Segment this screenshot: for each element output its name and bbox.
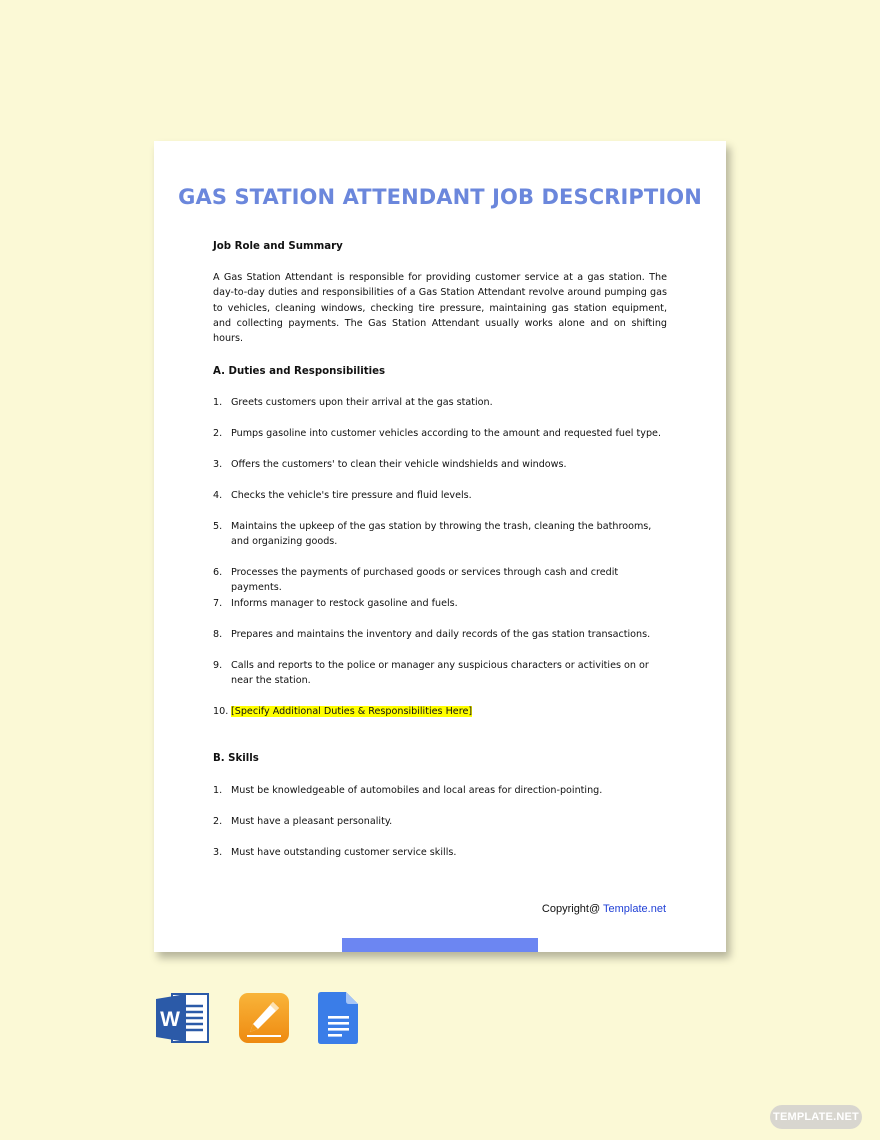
list-text: Calls and reports to the police or manager any suspicious characters or activities on or near the station. (231, 660, 649, 687)
list-text: Must have outstanding customer service skills. (231, 847, 457, 858)
list-number: 1. (213, 785, 223, 796)
list-number: 2. (213, 428, 223, 439)
list-text: Maintains the upkeep of the gas station by throwing the trash, cleaning the bathrooms, and organizing goods. (231, 521, 652, 548)
list-number: 5. (213, 521, 223, 532)
list-number: 3. (213, 459, 223, 470)
word-icon-letter: W (160, 1008, 180, 1031)
copyright-line (542, 903, 666, 915)
list-item (213, 395, 667, 410)
google-docs-icon[interactable] (318, 992, 360, 1044)
list-item (213, 426, 667, 441)
list-item (213, 814, 667, 829)
list-text: Pumps gasoline into customer vehicles according to the amount and requested fuel type. (231, 428, 662, 439)
list-number: 6. (213, 567, 223, 578)
list-item (213, 519, 667, 550)
list-number: 4. (213, 490, 223, 501)
list-number: 8. (213, 629, 223, 640)
list-text: Informs manager to restock gasoline and fuels. (231, 598, 458, 609)
list-item (213, 596, 667, 611)
list-number: 7. (213, 598, 223, 609)
pages-icon[interactable] (239, 993, 289, 1043)
summary-paragraph: A Gas Station Attendant is responsible for providing customer service at a gas station. The day-to-day duties and responsibilities of a Gas Station Attendant revolve around pumping gas to vehicles, cleaning windows, checking tire pressure, maintaining gas station equipment, and collecting payments. The Gas Station Attendant usually works alone and on shifting hours. (213, 272, 667, 345)
word-icon[interactable] (156, 992, 210, 1044)
list-text: Offers the customers' to clean their vehicle windshields and windows. (231, 459, 567, 470)
list-text: Checks the vehicle's tire pressure and fluid levels. (231, 490, 472, 501)
list-item (213, 845, 667, 860)
placeholder-highlight: [Specify Additional Duties & Responsibilities Here] (231, 706, 473, 717)
list-item (213, 488, 667, 503)
document-page (154, 141, 726, 952)
list-number: 9. (213, 660, 223, 671)
skills-heading: B. Skills (213, 753, 259, 764)
copyright-link[interactable]: Template.net (603, 903, 666, 915)
duties-heading: A. Duties and Responsibilities (213, 366, 386, 377)
list-text: Greets customers upon their arrival at the gas station. (231, 397, 493, 408)
list-text: Processes the payments of purchased goods or services through cash and credit payments. (231, 567, 619, 594)
list-item (213, 783, 667, 798)
list-text: Must have a pleasant personality. (231, 816, 393, 827)
list-text: Prepares and maintains the inventory and daily records of the gas station transactions. (231, 629, 651, 640)
document-title: GAS STATION ATTENDANT JOB DESCRIPTION (178, 185, 702, 209)
list-item (213, 565, 667, 596)
summary-heading: Job Role and Summary (213, 241, 343, 252)
list-number: 2. (213, 816, 223, 827)
list-item (213, 704, 667, 719)
template-net-watermark: TEMPLATE.NET (770, 1105, 862, 1129)
list-item (213, 457, 667, 472)
list-item (213, 627, 667, 642)
list-number: 3. (213, 847, 223, 858)
copyright-prefix: Copyright@ (541, 903, 601, 915)
list-number: 10. (213, 706, 229, 717)
list-item (213, 658, 667, 689)
list-number: 1. (213, 397, 223, 408)
list-text: Must be knowledgeable of automobiles and local areas for direction-pointing. (231, 785, 603, 796)
bottom-accent-bar (342, 938, 538, 952)
